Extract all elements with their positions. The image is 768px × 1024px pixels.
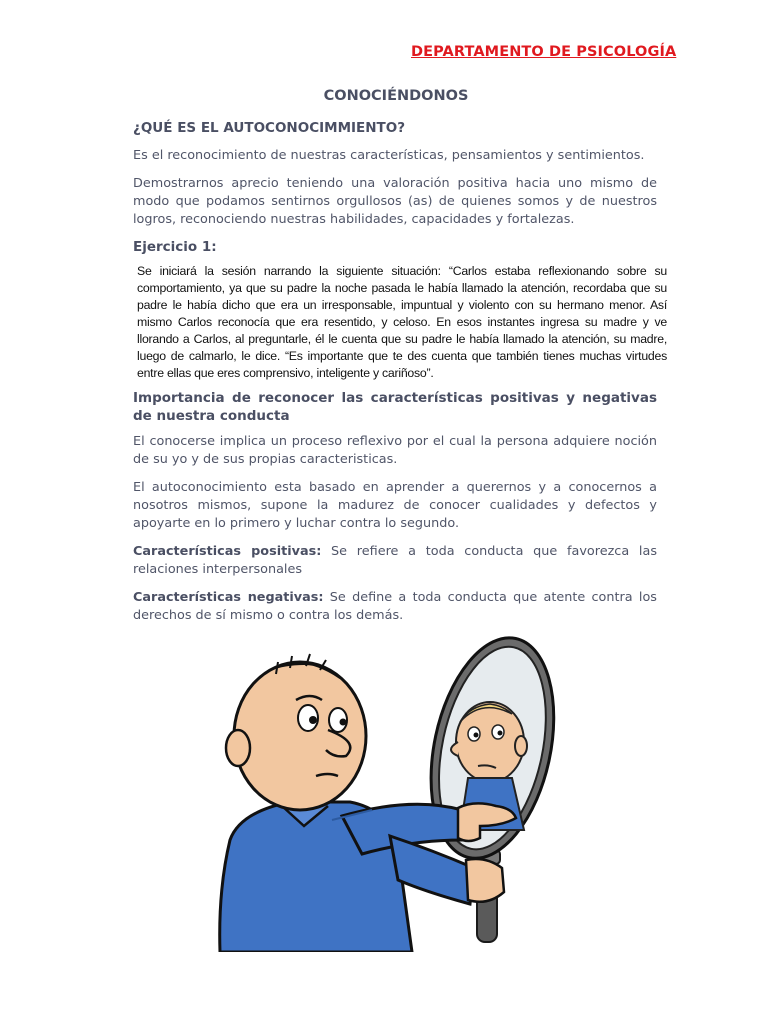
negative-label: Características negativas: [133,590,324,605]
page-title: CONOCIÉNDONOS [323,88,469,104]
negative-text: Se define a toda conducta que atente contra los derechos de sí mismo o contra los demás. [133,590,657,623]
section-heading-autoconocimiento: ¿QUÉ ES EL AUTOCONOCIMMIENTO? [133,120,406,136]
exercise-text: Se iniciará la sesión narrando la siguiente situación: “Carlos estaba reflexionando sobre su comportamiento, ya que su padre la noche pasada le había llamado la atención, recordaba que su padre le había dicho que era un irresponsable, impuntual y violento con su hermano menor. Así mismo Carlos reconocía que era resentido, y celoso. En esos instantes ingresa su madre y ve llorando a Carlos, al preguntarle, él le cuenta que su padre le había llamado la atención, su madre, luego de calmarlo, le dice. “Es importante que te des cuenta que también tienes muchas virtudes entre ellas que eres comprensivo, inteligente y cariñoso”. [137,264,667,380]
paragraph-definition: Es el reconocimiento de nuestras características, pensamientos y sentimientos. [133,148,645,163]
man-mirror-illustration [212,630,572,952]
paragraph-process: El conocerse implica un proceso reflexivo por el cual la persona adquiere noción de su yo y de sus propias caracteristicas. [133,434,657,467]
section-heading-importance: Importancia de reconocer las características positivas y negativas de nuestra conducta [133,390,657,424]
department-header: DEPARTAMENTO DE PSICOLOGÍA [411,44,677,60]
paragraph-negative [133,589,657,625]
paragraph-self-knowledge: El autoconocimiento esta basado en aprender a querernos y a conocernos a nosotros mismos, supone la madurez de conocer cualidades y defectos y apoyarte en lo primero y luchar contra lo segundo. [133,480,657,531]
paragraph-positive [133,543,657,579]
paragraph-appreciation: Demostrarnos aprecio teniendo una valoración positiva hacia uno mismo de modo que podamos sentirnos orgullosos (as) de quienes somos y de nuestros logros, reconociendo nuestras habilidades, capacidades y fortalezas. [133,176,657,227]
exercise-heading: Ejercicio 1: [133,239,217,255]
positive-label: Características positivas: [133,544,322,559]
positive-text: Se refiere a toda conducta que favorezca las relaciones interpersonales [133,544,657,577]
